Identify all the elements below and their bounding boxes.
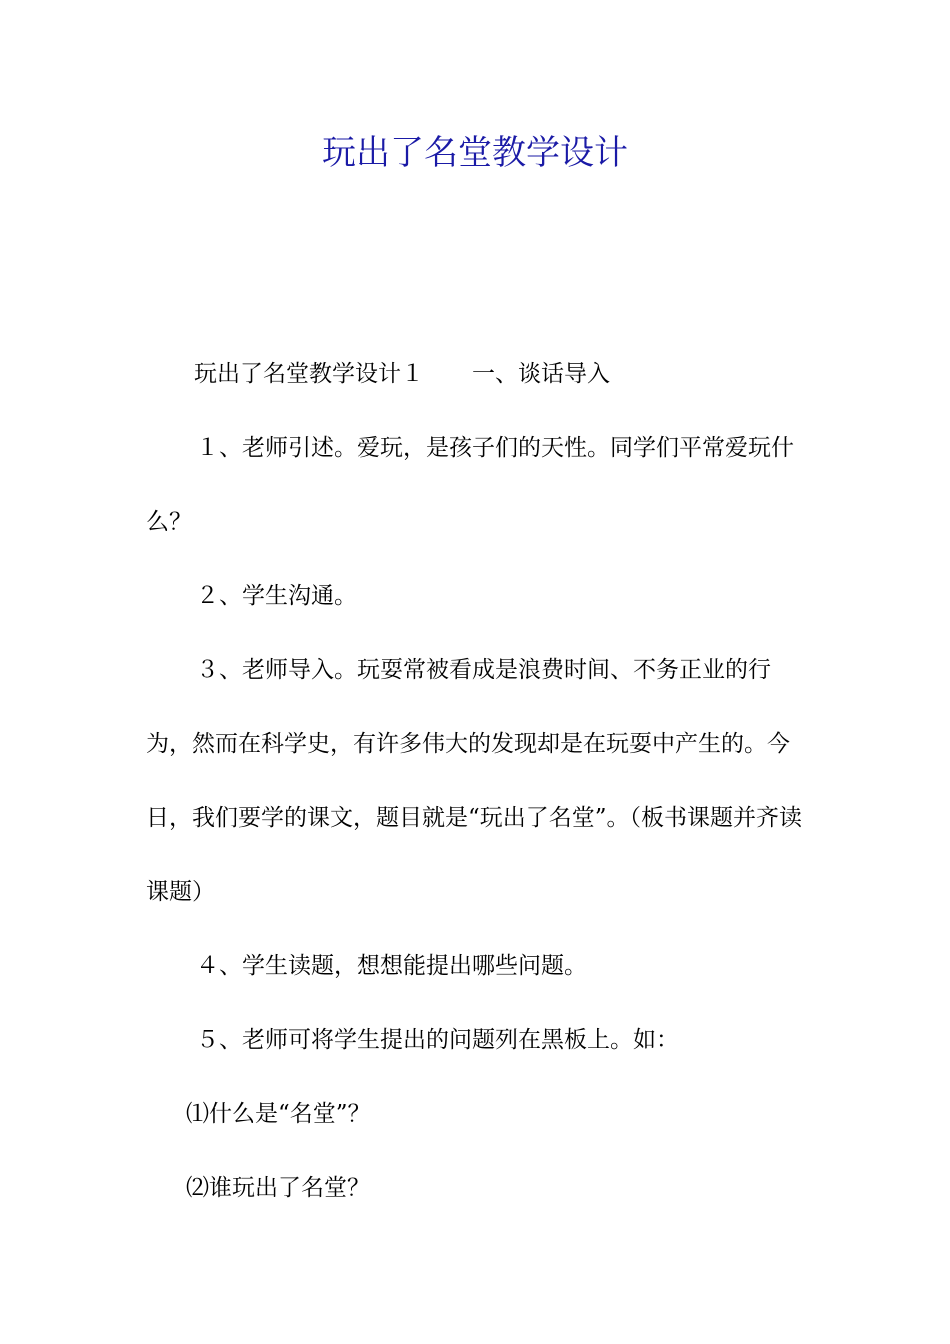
list-item: ⑴什么是“名堂”？: [186, 1101, 371, 1127]
list-item: ⑵谁玩出了名堂？: [186, 1175, 370, 1201]
document-body: [146, 337, 810, 1225]
subsection-heading: 一、谈话导入: [472, 361, 610, 387]
intro-line: [146, 337, 810, 411]
paragraph-3: ３、老师导入。玩耍常被看成是浪费时间、不务正业的行为，然而在科学史，有许多伟大的发现却是在玩耍中产生的。今日，我们要学的课文，题目就是“玩出了名堂”。（板书课题并齐读课题）: [146, 657, 803, 905]
paragraph-5: ５、老师可将学生提出的问题列在黑板上。如：: [196, 1027, 679, 1053]
document-title: 玩出了名堂教学设计: [322, 133, 628, 173]
paragraph-4: ４、学生读题，想想能提出哪些问题。: [196, 953, 587, 979]
section-heading: 玩出了名堂教学设计１: [194, 361, 424, 387]
paragraph-2: ２、学生沟通。: [196, 583, 357, 609]
paragraph-1: １、老师引述。爱玩，是孩子们的天性。同学们平常爱玩什么？: [146, 435, 794, 535]
